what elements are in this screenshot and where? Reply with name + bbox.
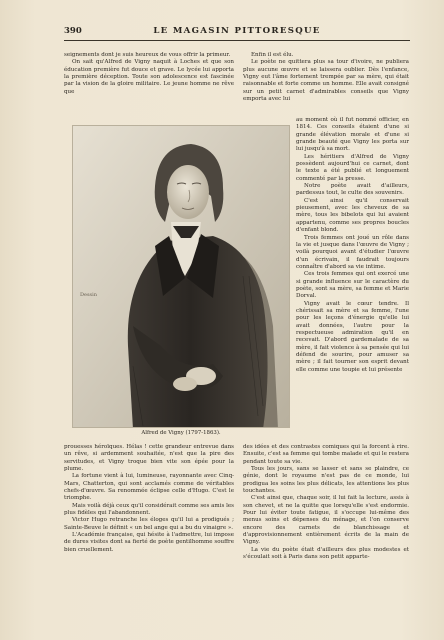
portrait-engraving-icon <box>73 126 290 428</box>
paragraph: des idées et des contrastes comiques qui la forcent à rire. Ensuite, c'est sa femme qui tombe malade et qui le restera pendant toute sa vie. <box>243 444 409 465</box>
paragraph: Trois femmes ont joué un rôle dans la vie et jusque dans l'œuvre de Vigny ; voilà pourquoi avant d'étudier l'œuvre d'un écrivain, il faudrait toujours connaître d'abord sa vie intime. <box>296 234 409 270</box>
left-column-top-text <box>64 52 234 96</box>
paragraph: La vie du poète était d'ailleurs des plus modestes et s'écoulait soit à Paris dans son petit apparte- <box>243 546 409 561</box>
right-column-top-text <box>243 52 409 103</box>
running-title: LE MAGASIN PITTORESQUE <box>153 26 321 36</box>
paragraph: prouesses héroïques. Hélas ! cette grandeur entrevue dans un rêve, si ardemment souhaitée, n'est que la pire des servitudes, et Vigny troque bien vite son épée pour la plume. <box>64 444 234 473</box>
paragraph: C'est ainsi que, chaque soir, il lui fait la lecture, assis à son chevet, et ne la quitte que lorsqu'elle s'est endormie. Pour lui éviter toute fatigue, il s'occupe lui-même des menus soins et dépenses du ménage, et l'on conserve encore des carnets de blanchissage et d'approvisionnement entièrement écrits de la main de Vigny. <box>243 495 409 546</box>
paragraph: On sait qu'Alfred de Vigny naquit à Loches et que son éducation première fut douce et grave. Le lycée lui apporta la première déception. Toute son adolescence est fascinée par la vision de la gloire militaire. Le jeune homme ne rêve que <box>64 59 234 95</box>
paragraph: Ces trois femmes qui ont exercé une si grande influence sur le caractère du poète, sont sa mère, sa femme et Marie Dorval. <box>296 271 409 300</box>
paragraph: Mais voilà déjà ceux qu'il considérait comme ses amis les plus fidèles qui l'abandonnent. <box>64 502 234 517</box>
paragraph: Vigny avait le cœur tendre. Il chérissait sa mère et sa femme, l'une pour les leçons d'énergie qu'elle lui avait données, l'autre pour la respectueuse admiration qu'il en recevait. D'abord gardemalade de sa mère, il fait violence à sa pensée qui lui défend de sourire, pour amuser sa mère ; il fait tourner son esprit devant elle comme une toupie et lui présente <box>296 300 409 373</box>
engraver-signature: Dessin <box>80 292 97 298</box>
paragraph: Victor Hugo retranche les éloges qu'il lui a prodigués ; Sainte-Beuve le définit « un bel ange qui a bu du vinaigre ». <box>64 517 234 531</box>
right-column-bottom-text <box>243 444 409 562</box>
paragraph: C'est ainsi qu'il conservait pieusement, avec les cheveux de sa mère, tous les bibelots qui lui avaient appartenu, comme ses propres boucles d'enfant blond. <box>296 197 409 234</box>
paragraph: L'Académie française, qui hésite à l'admettre, lui impose de dures visites dont sa fierté de poète gentilhomme souffre bien cruellement. <box>64 532 234 553</box>
header-rule <box>64 40 410 41</box>
paragraph: Le poète ne quittera plus sa tour d'ivoire, ne publiera plus aucune œuvre et se laissera oublier. Dès l'enfance, Vigny eut l'âme fortement trempée par sa mère, qui était raisonnable et forte comme un homme. Elle avait consigné sur un petit carnet d'admirables conseils que Vigny emporta avec lui <box>243 59 409 103</box>
paragraph: au moment où il fut nommé officier, en 1814. Ces conseils étaient d'une si grande élévation morale et d'une si grande beauté que Vigny les porta sur lui jusqu'à sa mort. <box>296 117 409 153</box>
right-column-wrap-text <box>296 117 409 374</box>
paragraph: Les héritiers d'Alfred de Vigny possèdent aujourd'hui ce carnet, dont le texte a été publié et longuement commenté par la presse. <box>296 153 409 182</box>
page-number: 390 <box>64 26 82 36</box>
paragraph: Tous les jours, sans se lasser et sans se plaindre, ce génie, dont le royaume n'est pas de ce monde, lui prodigua les soins les plus délicats, les attentions les plus touchantes. <box>243 466 409 495</box>
paragraph: Notre poète avait d'ailleurs, pardessus tout, le culte des souvenirs. <box>296 183 409 197</box>
paragraph: Enfin il est élu. <box>251 52 294 58</box>
page-header <box>64 26 410 40</box>
portrait-figure <box>72 125 290 428</box>
paragraph: La fortune vient à lui, lumineuse, rayonnante avec Cinq-Mars, Chatterton, qui sont acclamés comme de véritables chefs-d'œuvre. Sa renommée éclipse celle d'Hugo. C'est le triomphe. <box>64 473 234 502</box>
figure-caption: Alfred de Vigny (1797-1863). <box>141 430 221 436</box>
left-column-bottom-text <box>64 444 234 554</box>
paragraph: seignements dont je suis heureux de vous offrir la primeur. <box>64 52 231 58</box>
